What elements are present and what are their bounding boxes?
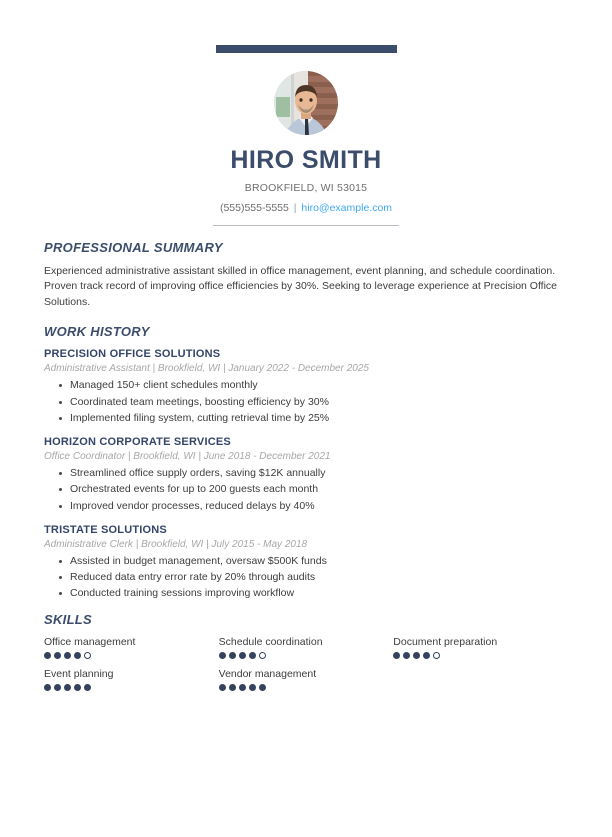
section-professional-summary (44, 240, 568, 312)
phone-number: (555)555-5555 (219, 201, 289, 214)
list-item: Reduced data entry error rate by 20% through audits (70, 569, 568, 585)
skill-rating (44, 652, 219, 659)
rating-dot-filled (259, 684, 266, 691)
rating-dot-filled (249, 684, 256, 691)
resume-page (0, 45, 612, 837)
list-item: Conducted training sessions improving workflow (70, 585, 568, 601)
rating-dot-filled (229, 652, 236, 659)
rating-dot-filled (229, 684, 236, 691)
skill-label: Office management (44, 635, 136, 648)
section-work-history (44, 324, 568, 601)
section-title-work-history: WORK HISTORY (44, 324, 150, 340)
list-item: Implemented filing system, cutting retrieval time by 25% (70, 410, 568, 426)
contact-separator: | (293, 201, 297, 214)
skill-rating (219, 684, 394, 691)
rating-dot-filled (74, 684, 81, 691)
rating-dot-filled (84, 684, 91, 691)
list-item: Coordinated team meetings, boosting efficiency by 30% (70, 394, 568, 410)
resume-body (0, 240, 612, 700)
job-meta: Office Coordinator | Brookfield, WI | June 2018 - December 2021 (44, 451, 331, 463)
job-entry (44, 348, 568, 426)
rating-dot-filled (54, 684, 61, 691)
skill-rating (44, 684, 219, 691)
job-bullets (44, 377, 568, 426)
skill-item (219, 636, 394, 659)
list-item: Streamlined office supply orders, saving $12K annually (70, 465, 568, 481)
skill-label: Event planning (44, 667, 114, 680)
rating-dot-filled (64, 684, 71, 691)
profile-photo-image (274, 71, 338, 135)
section-skills (44, 612, 568, 700)
rating-dot-filled (44, 684, 51, 691)
header-divider (213, 225, 399, 226)
job-entry (44, 524, 568, 602)
avatar (274, 71, 338, 135)
skill-item (393, 636, 568, 659)
job-bullets (44, 465, 568, 514)
skill-rating (219, 652, 394, 659)
list-item: Improved vendor processes, reduced delays by 40% (70, 498, 568, 514)
list-item: Managed 150+ client schedules monthly (70, 377, 568, 393)
rating-dot-filled (413, 652, 420, 659)
rating-dot-filled (249, 652, 256, 659)
skill-item (219, 668, 394, 691)
job-meta: Administrative Assistant | Brookfield, WI | January 2022 - December 2025 (44, 363, 369, 375)
job-company: PRECISION OFFICE SOLUTIONS (44, 348, 221, 361)
skill-rating (393, 652, 568, 659)
rating-dot-filled (219, 684, 226, 691)
job-company: TRISTATE SOLUTIONS (44, 523, 167, 536)
contact-line (0, 202, 612, 214)
rating-dot-filled (239, 652, 246, 659)
rating-dot-empty (84, 652, 91, 659)
rating-dot-filled (54, 652, 61, 659)
rating-dot-empty (433, 652, 440, 659)
job-bullets (44, 553, 568, 602)
rating-dot-filled (44, 652, 51, 659)
list-item: Orchestrated events for up to 200 guests each month (70, 481, 568, 497)
skills-grid (44, 636, 568, 700)
skill-item (44, 636, 219, 659)
skill-label: Vendor management (218, 667, 317, 680)
job-entry (44, 436, 568, 514)
rating-dot-filled (74, 652, 81, 659)
rating-dot-filled (423, 652, 430, 659)
rating-dot-filled (219, 652, 226, 659)
skill-item (44, 668, 219, 691)
rating-dot-filled (239, 684, 246, 691)
job-company: HORIZON CORPORATE SERVICES (44, 436, 231, 449)
rating-dot-filled (403, 652, 410, 659)
section-title-summary: PROFESSIONAL SUMMARY (44, 239, 223, 255)
rating-dot-filled (393, 652, 400, 659)
page-title: HIRO SMITH (230, 146, 382, 174)
skill-label: Document preparation (393, 635, 498, 648)
list-item: Assisted in budget management, oversaw $500K funds (70, 553, 568, 569)
rating-dot-empty (259, 652, 266, 659)
skill-label: Schedule coordination (218, 635, 323, 648)
address-line: BROOKFIELD, WI 53015 (244, 181, 368, 194)
section-title-skills: SKILLS (44, 611, 93, 627)
email-link[interactable]: hiro@example.com (301, 201, 393, 214)
header-accent-bar (216, 45, 397, 53)
summary-text: Experienced administrative assistant skilled in office management, event planning, and schedule coordination. Proven track record of improving office efficiencies by 30%. Seeking to leverage experience at Precision Office Solutions. (44, 264, 558, 309)
job-meta: Administrative Clerk | Brookfield, WI | July 2015 - May 2018 (44, 538, 308, 550)
rating-dot-filled (64, 652, 71, 659)
profile-photo (274, 71, 338, 135)
